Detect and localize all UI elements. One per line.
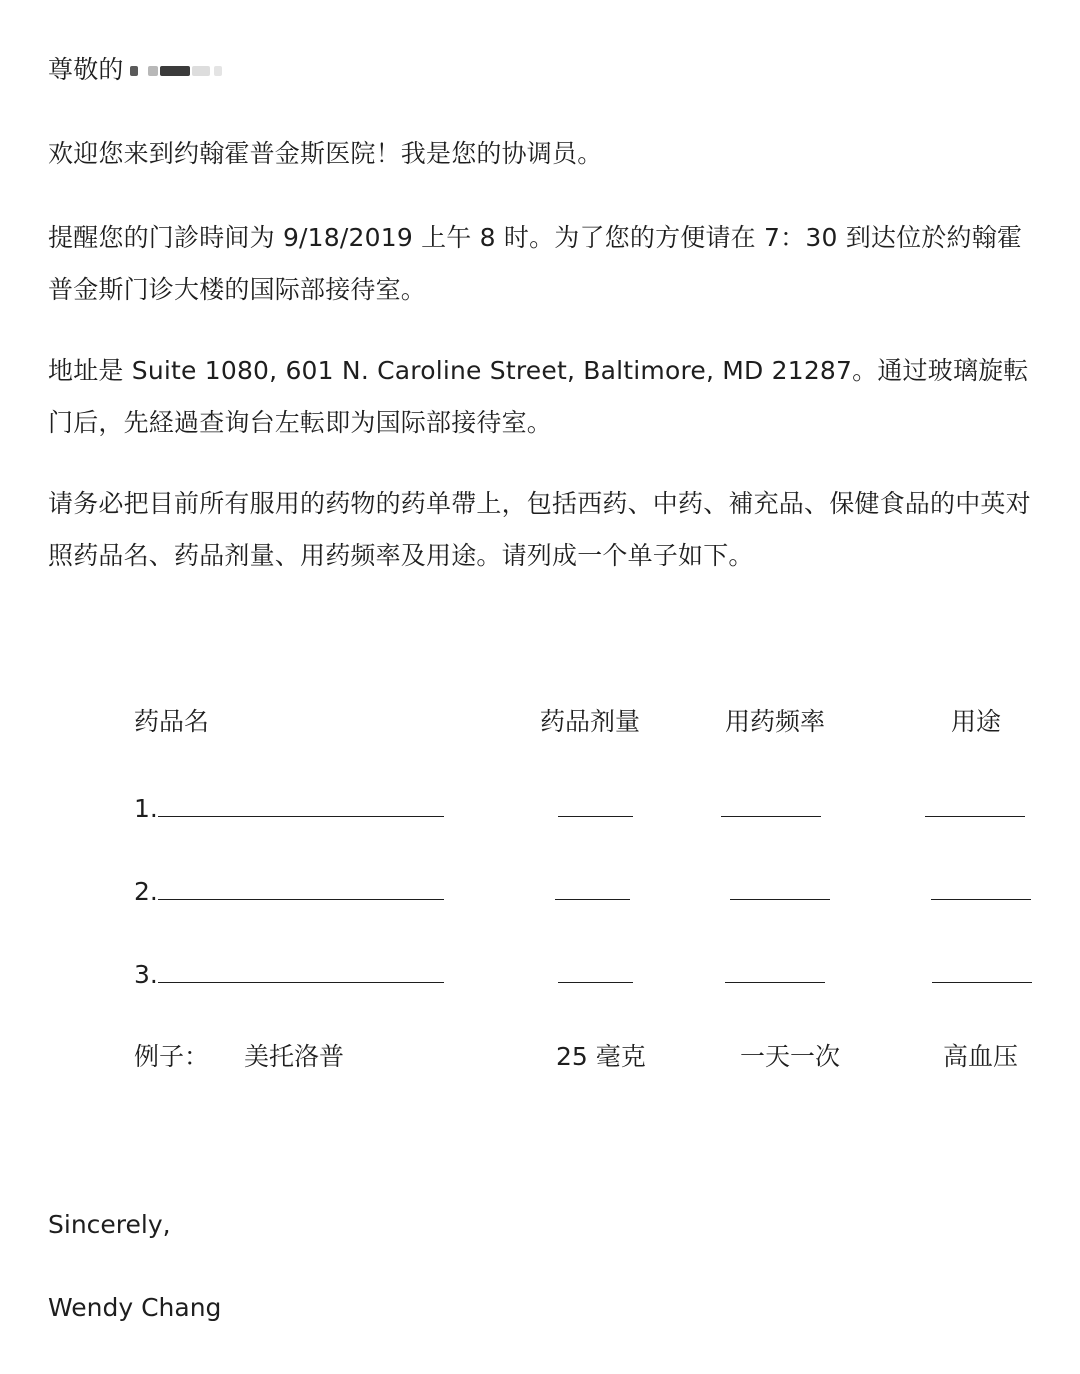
header-dose: 药品剂量	[540, 707, 641, 736]
purpose-blank-line	[925, 788, 1025, 817]
row-drug-name-field	[134, 788, 444, 829]
purpose-blank-line	[932, 954, 1032, 983]
salutation-prefix: 尊敬的	[48, 55, 124, 84]
example-label: 例子：	[134, 1042, 210, 1071]
header-frequency: 用药频率	[725, 707, 826, 736]
blank-line	[158, 954, 444, 983]
frequency-blank-line	[725, 954, 825, 983]
med-table-row	[0, 788, 1080, 828]
medication-instructions-paragraph: 请务必把目前所有服用的药物的药单帶上，包括西药、中药、補充品、保健食品的中英对照药品名、药品剂量、用药频率及用途。请列成一个单子如下。	[48, 489, 1031, 570]
example-frequency: 一天一次	[740, 1042, 841, 1071]
signer-name: Wendy Chang	[48, 1293, 222, 1322]
appointment-paragraph: 提醒您的门診時间为 9/18/2019 上午 8 时。为了您的方便请在 7：30 到达位於約翰霍普金斯门诊大楼的国际部接待室。	[48, 223, 1023, 304]
purpose-blank-line	[931, 871, 1031, 900]
med-table-example-row	[0, 1037, 1080, 1077]
row-number: 2.	[134, 877, 158, 906]
dose-blank-line	[558, 954, 633, 983]
blank-line	[158, 871, 444, 900]
redacted-name	[126, 60, 226, 82]
med-table-row	[0, 871, 1080, 911]
row-drug-name-field	[134, 954, 444, 995]
blank-line	[158, 788, 444, 817]
frequency-blank-line	[721, 788, 821, 817]
header-purpose: 用途	[951, 707, 1002, 736]
row-number: 1.	[134, 794, 158, 823]
valediction: Sincerely,	[48, 1210, 171, 1239]
welcome-paragraph: 欢迎您来到约翰霍普金斯医院！我是您的协调员。	[48, 139, 603, 168]
address-paragraph: 地址是 Suite 1080, 601 N. Caroline Street, Baltimore, MD 21287。通过玻璃旋転门后，先経過查询台左転即为国际部接待室。	[48, 356, 1029, 437]
dose-blank-line	[555, 871, 630, 900]
row-drug-name-field	[134, 871, 444, 912]
med-table-row	[0, 954, 1080, 994]
row-number: 3.	[134, 960, 158, 989]
example-purpose: 高血压	[943, 1042, 1019, 1071]
frequency-blank-line	[730, 871, 830, 900]
example-drug-name: 美托洛普	[244, 1042, 345, 1071]
dose-blank-line	[558, 788, 633, 817]
salutation	[48, 44, 1038, 96]
med-table-header	[0, 702, 1080, 742]
example-dose: 25 毫克	[556, 1042, 646, 1071]
header-drug-name: 药品名	[134, 707, 210, 736]
